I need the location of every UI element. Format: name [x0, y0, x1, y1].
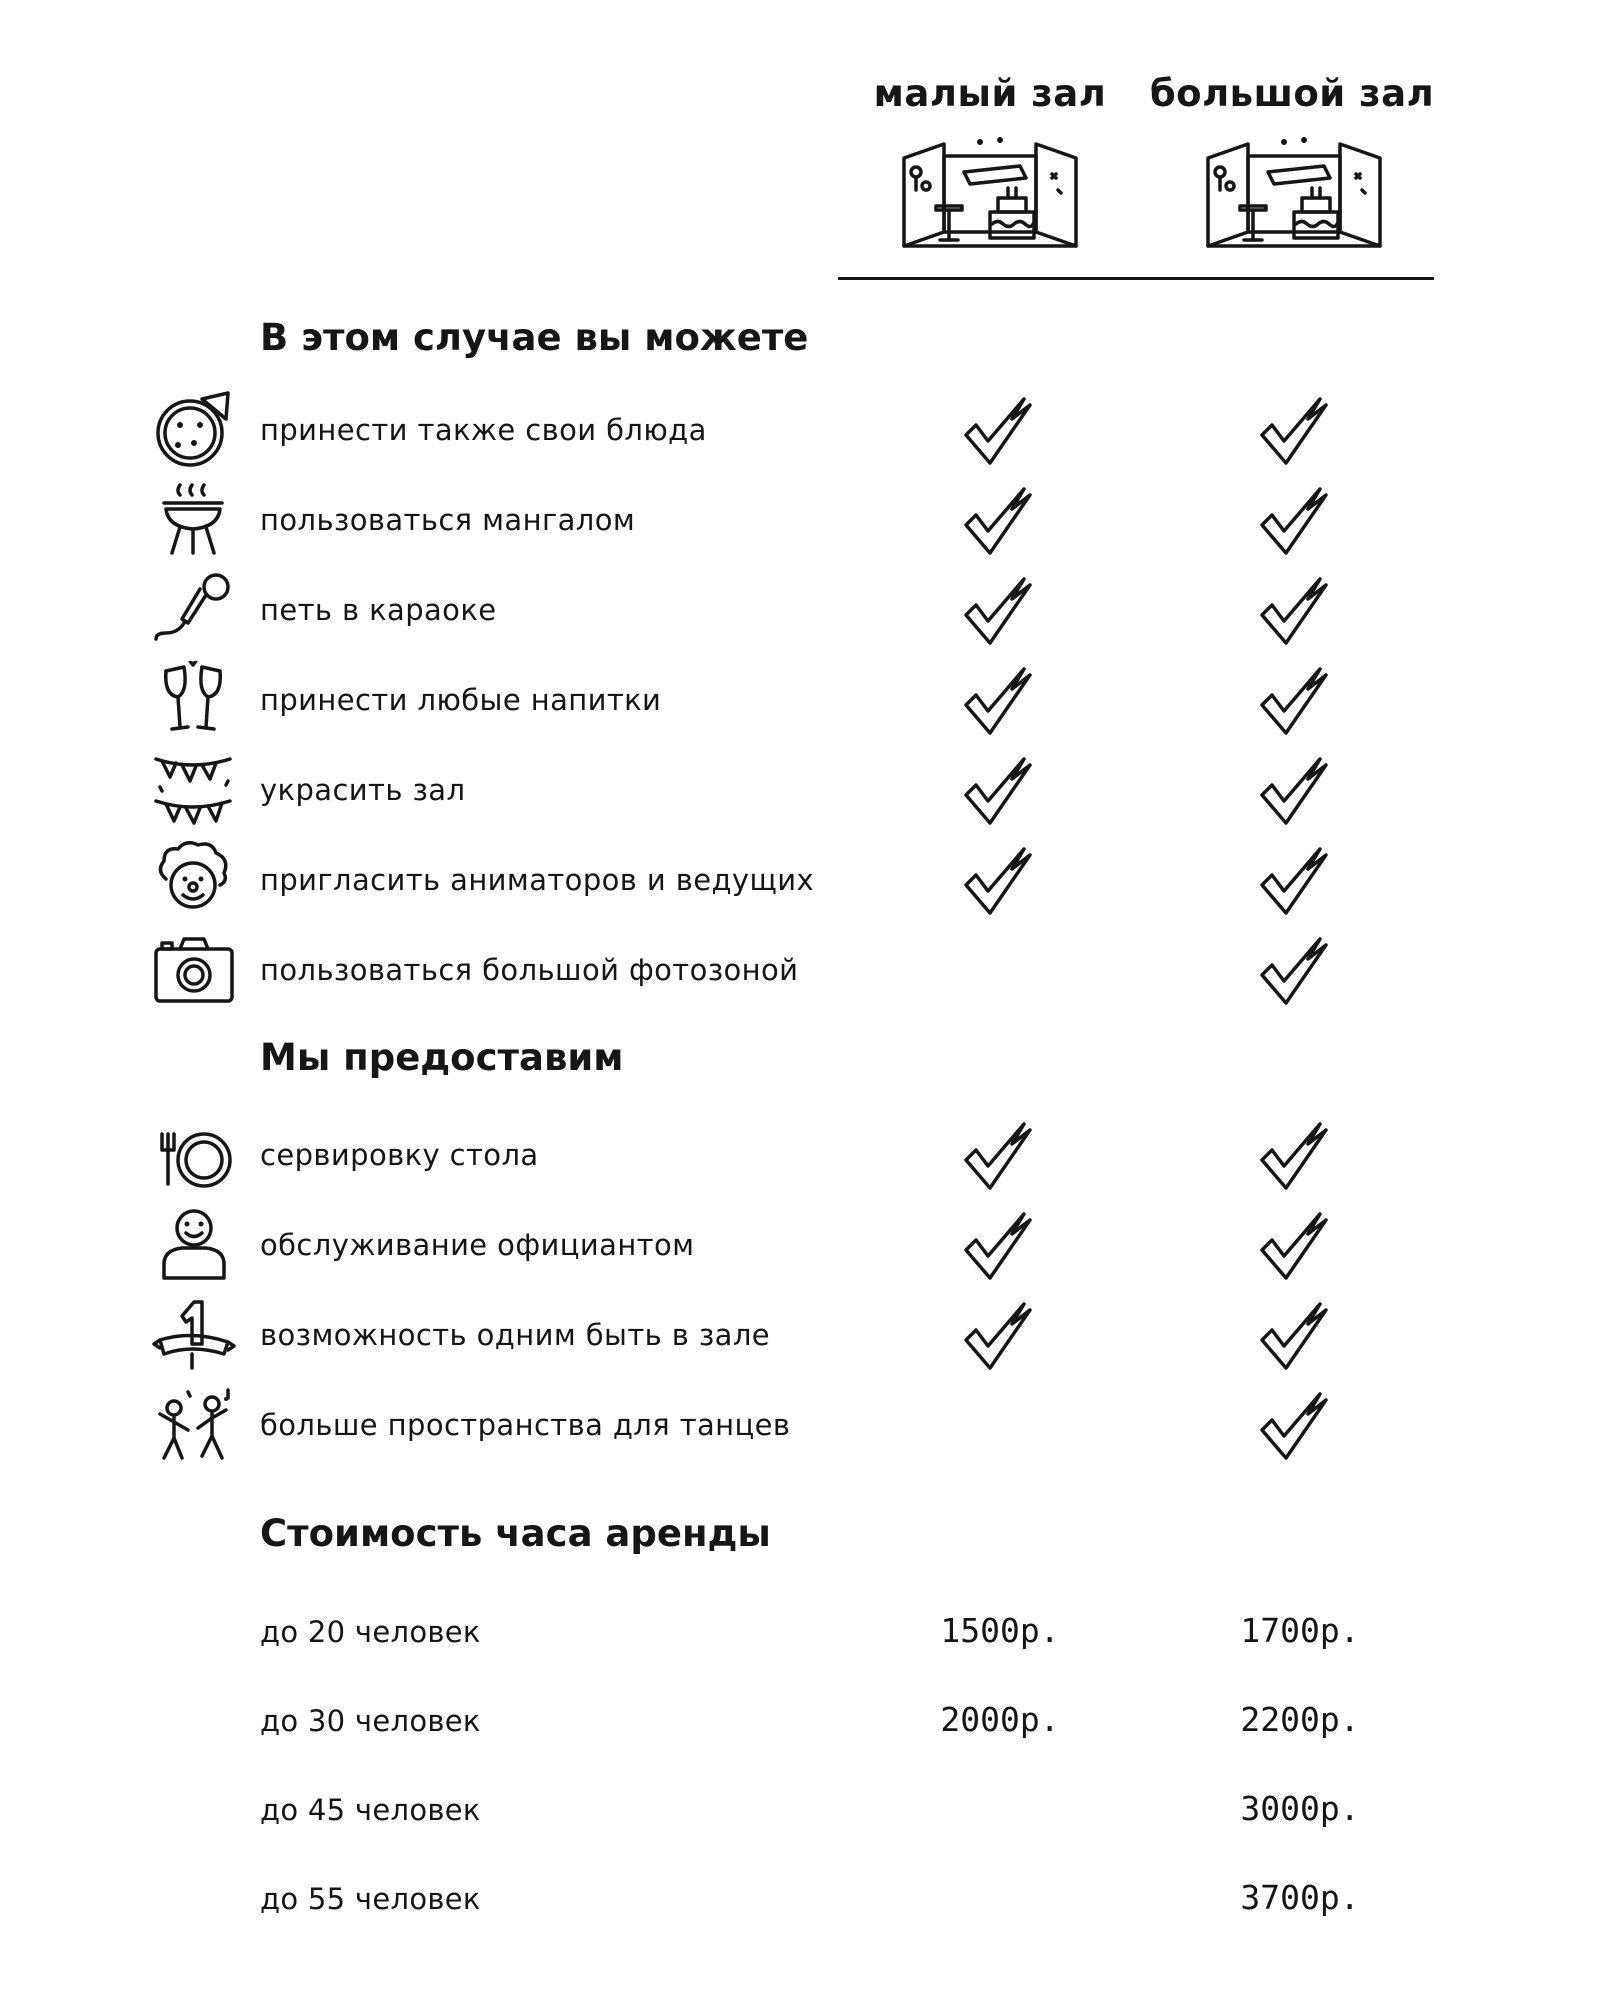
camera-icon — [152, 931, 238, 1007]
check-icon — [1258, 395, 1330, 467]
list-item — [0, 655, 1600, 735]
small-hall-title: малый зал — [873, 72, 1107, 115]
item-label: пользоваться большой фотозоной — [260, 953, 799, 987]
item-label: больше пространства для танцев — [260, 1408, 791, 1442]
big-hall-price: 2200р. — [1240, 1700, 1360, 1739]
list-item — [0, 1110, 1600, 1190]
list-item — [0, 565, 1600, 645]
item-label: возможность одним быть в зале — [260, 1318, 771, 1352]
price-row — [0, 1781, 1600, 1841]
list-item — [0, 745, 1600, 825]
check-icon — [1258, 845, 1330, 917]
dancing-people-icon — [152, 1386, 238, 1462]
grill-icon — [152, 481, 238, 557]
price-row — [0, 1870, 1600, 1930]
item-label: сервировку стола — [260, 1138, 539, 1172]
item-label: обслуживание официантом — [260, 1228, 695, 1262]
item-label: украсить зал — [260, 773, 466, 807]
check-icon — [1258, 755, 1330, 827]
price-row — [0, 1603, 1600, 1663]
small-hall-price: 1500р. — [940, 1611, 1060, 1650]
check-icon — [1258, 1390, 1330, 1462]
list-item — [0, 925, 1600, 1005]
list-item — [0, 385, 1600, 465]
check-icon — [962, 755, 1034, 827]
list-item — [0, 1380, 1600, 1460]
check-icon — [1258, 575, 1330, 647]
party-hall-icon — [1204, 128, 1384, 250]
big-hall-price: 3000р. — [1240, 1789, 1360, 1828]
check-icon — [962, 665, 1034, 737]
item-label: петь в караоке — [260, 593, 497, 627]
pricing-title: Стоимость часа аренды — [260, 1512, 771, 1555]
list-item — [0, 835, 1600, 915]
check-icon — [1258, 1210, 1330, 1282]
check-icon — [962, 485, 1034, 557]
price-row — [0, 1692, 1600, 1752]
microphone-icon — [152, 571, 238, 647]
big-hall-price: 3700р. — [1240, 1878, 1360, 1917]
price-row-label: до 55 человек — [260, 1882, 481, 1916]
price-row-label: до 45 человек — [260, 1793, 481, 1827]
check-icon — [1258, 935, 1330, 1007]
price-row-label: до 30 человек — [260, 1704, 481, 1738]
list-item — [0, 475, 1600, 555]
item-label: принести также свои блюда — [260, 413, 707, 447]
first-place-ribbon-icon — [152, 1296, 238, 1372]
list-item — [0, 1290, 1600, 1370]
check-icon — [962, 575, 1034, 647]
check-icon — [962, 845, 1034, 917]
check-icon — [962, 395, 1034, 467]
section-can-title: В этом случае вы можете — [260, 316, 809, 359]
check-icon — [1258, 665, 1330, 737]
small-hall-price: 2000р. — [940, 1700, 1060, 1739]
party-hall-icon — [900, 128, 1080, 250]
item-label: пользоваться мангалом — [260, 503, 636, 537]
item-label: принести любые напитки — [260, 683, 662, 717]
price-row-label: до 20 человек — [260, 1615, 481, 1649]
list-item — [0, 1200, 1600, 1280]
pizza-icon — [152, 391, 238, 467]
big-hall-price: 1700р. — [1240, 1611, 1360, 1650]
item-label: пригласить аниматоров и ведущих — [260, 863, 815, 897]
champagne-glasses-icon — [152, 661, 238, 737]
check-icon — [1258, 1120, 1330, 1192]
check-icon — [962, 1210, 1034, 1282]
check-icon — [962, 1120, 1034, 1192]
check-icon — [1258, 485, 1330, 557]
section-provide-title: Мы предоставим — [260, 1036, 624, 1079]
garland-icon — [152, 751, 238, 827]
clown-icon — [152, 841, 238, 917]
waiter-icon — [152, 1206, 238, 1282]
header-divider — [838, 277, 1434, 280]
check-icon — [962, 1300, 1034, 1372]
big-hall-title: большой зал — [1149, 72, 1435, 115]
check-icon — [1258, 1300, 1330, 1372]
plate-fork-icon — [152, 1116, 238, 1192]
